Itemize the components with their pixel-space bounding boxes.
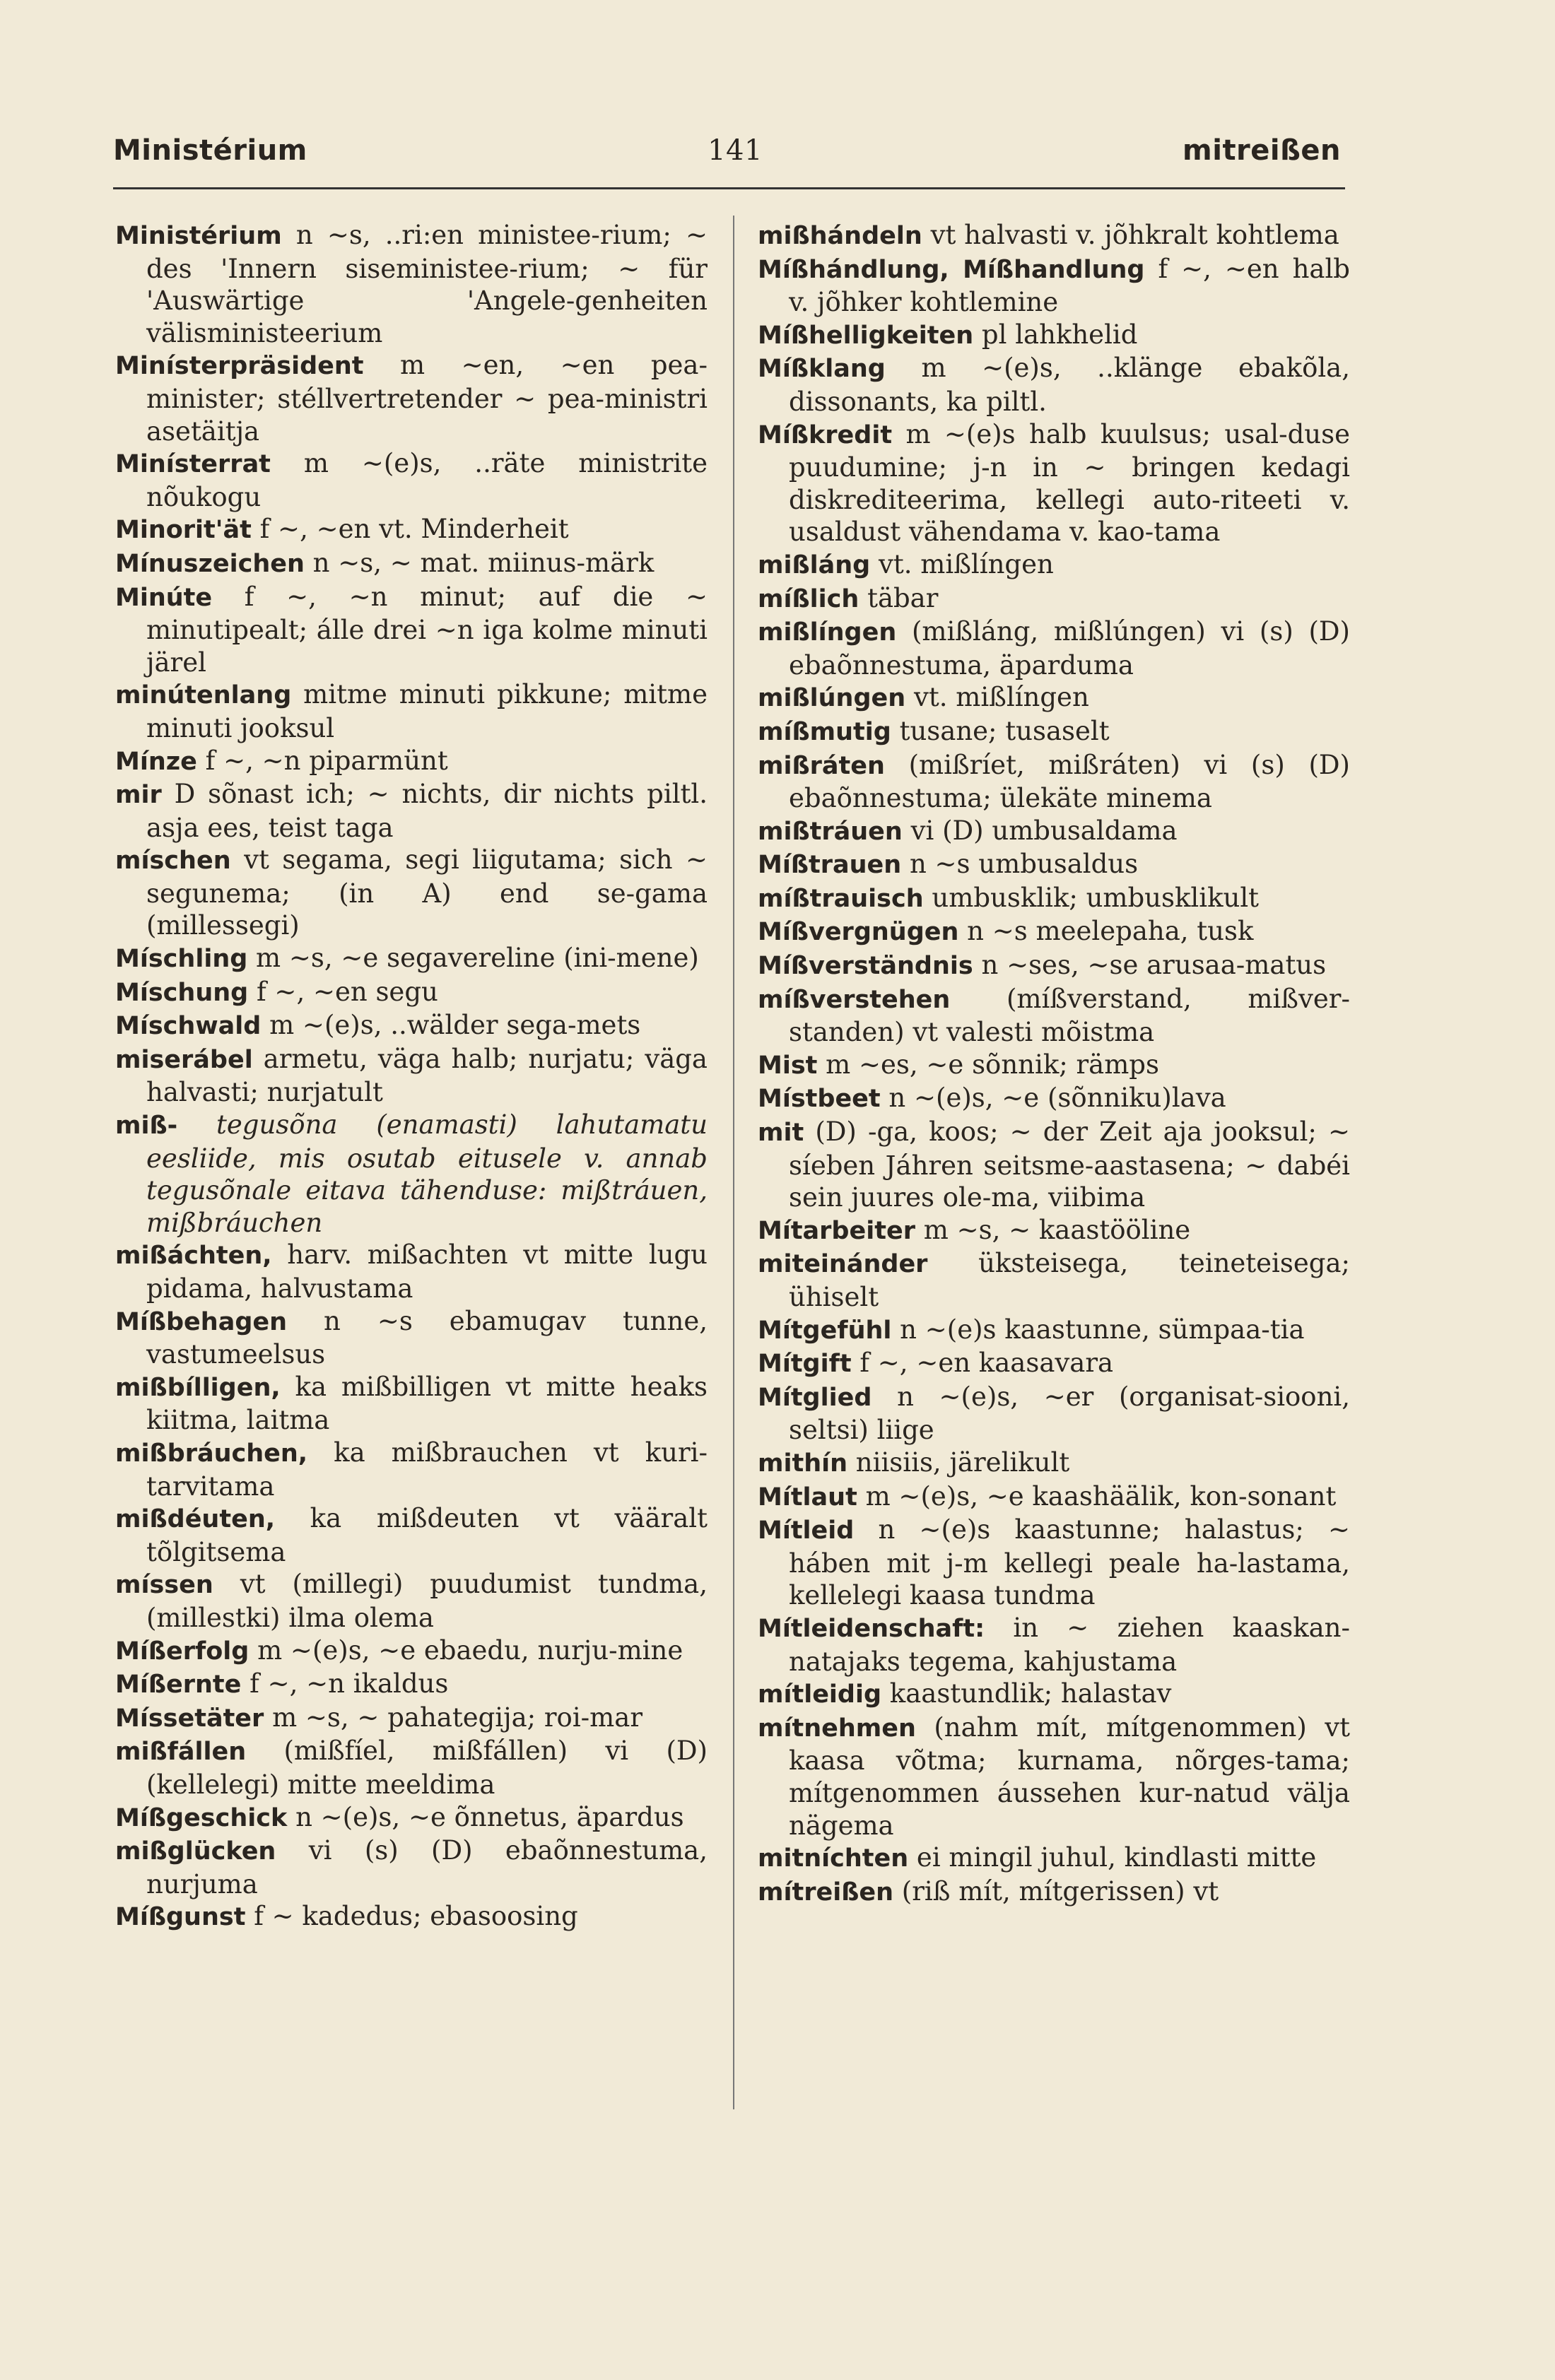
headword: Místbeet <box>758 1085 881 1114</box>
headword: Míßgunst <box>115 1903 246 1932</box>
dictionary-entry <box>115 976 708 1010</box>
page-number: 141 <box>708 134 763 167</box>
entry-body: m ~(e)s, ~e kaashäälik, kon-sonant <box>857 1480 1337 1512</box>
dictionary-entry <box>115 1437 708 1502</box>
headword: miserábel <box>115 1045 253 1074</box>
headword: Míßgeschick <box>115 1803 288 1832</box>
entry-body: n ~s ebamugav tunne, vastumeelsus <box>146 1305 708 1370</box>
dictionary-entry <box>758 548 1350 582</box>
headword: míßlich <box>758 584 859 613</box>
entry-body: mitme minuti pikkune; mitme minuti jooksul <box>146 679 708 743</box>
dictionary-entry <box>758 815 1350 849</box>
headword: mir <box>115 781 162 810</box>
dictionary-entry <box>758 1875 1350 1909</box>
dictionary-entry <box>115 1371 708 1437</box>
dictionary-entry <box>758 1082 1350 1116</box>
headword: Mítgefühl <box>758 1316 892 1345</box>
headword: Míßkredit <box>758 420 893 449</box>
headword: Míßverständnis <box>758 952 973 981</box>
dictionary-entry <box>758 219 1350 253</box>
entry-body: vt (millegi) puudumist tundma, (millestki) ilma olema <box>146 1569 708 1633</box>
entry-body: m ~s, ~ pahategija; roi-mar <box>264 1702 642 1733</box>
right-column <box>758 219 1350 1909</box>
headword: mißbílligen, <box>115 1373 281 1402</box>
entry-body: n ~s, ~ mat. miinus-märk <box>304 547 655 578</box>
dictionary-entry <box>758 1678 1350 1712</box>
headword: Minísterpräsident <box>115 352 364 381</box>
dictionary-entry <box>115 1834 708 1900</box>
dictionary-entry <box>115 1568 708 1634</box>
entry-body: n ~s umbusaldus <box>901 849 1139 880</box>
dictionary-entry <box>115 513 708 547</box>
headword: miteinánder <box>758 1250 928 1279</box>
entry-body: n ~s meelepaha, tusk <box>958 916 1254 947</box>
running-head-right: mitreißen <box>1183 134 1341 167</box>
entry-body: m ~(e)s, ..klänge ebakõla, dissonants, ka piltl. <box>789 353 1350 417</box>
headword: mißláng <box>758 550 871 579</box>
entry-body: f ~, ~en halb v. jõhker kohtlemine <box>789 253 1350 318</box>
running-head-left: Ministérium <box>113 134 307 167</box>
entry-body: in ~ ziehen kaaskan-natajaks tegema, kahjustama <box>789 1612 1350 1677</box>
dictionary-entry <box>758 418 1350 548</box>
headword: mißtráuen <box>758 817 903 846</box>
entry-body: m ~es, ~e sõnnik; rämps <box>817 1049 1159 1080</box>
dictionary-entry <box>115 942 708 976</box>
column-divider <box>733 216 734 2109</box>
headword: Míßvergnügen <box>758 918 959 947</box>
headword: míßverstehen <box>758 985 951 1014</box>
dictionary-entry <box>758 915 1350 949</box>
entry-body: m ~en, ~en pea-minister; stéllvertretender ~ pea-ministri asetäitja <box>146 350 708 447</box>
dictionary-entry <box>758 1049 1350 1083</box>
entry-body: tegusõna (enamasti) lahutamatu eesliide, mis osutab eitusele v. annab tegusõnale eitava tähenduse: mißtráuen, mißbráuchen <box>146 1109 708 1238</box>
dictionary-entry <box>758 882 1350 916</box>
headword: mitníchten <box>758 1844 909 1873</box>
headword: mit <box>758 1119 804 1148</box>
headword: Míßbehagen <box>115 1307 288 1336</box>
dictionary-entry <box>115 1668 708 1702</box>
entry-body: m ~(e)s, ..räte ministrite nõukogu <box>146 448 708 512</box>
headword: míschen <box>115 847 231 876</box>
entry-body: m ~(e)s, ~e ebaedu, nurju-mine <box>249 1634 683 1666</box>
entry-body: f ~, ~n piparmünt <box>196 745 448 776</box>
dictionary-entry <box>758 1214 1350 1248</box>
dictionary-entry <box>115 1109 708 1239</box>
entry-body: (mißríet, mißráten) vi (s) (D) ebaõnnestuma; ülekäte minema <box>789 749 1350 814</box>
dictionary-entry <box>115 581 708 679</box>
entry-body: D sõnast ich; ~ nichts, dir nichts piltl. asja ees, teist taga <box>146 779 708 843</box>
headword: mißbráuchen, <box>115 1439 308 1468</box>
entry-body: niisiis, järelikult <box>847 1447 1070 1478</box>
dictionary-entry <box>758 715 1350 749</box>
entry-body: f ~, ~en vt. Minderheit <box>251 514 569 545</box>
dictionary-entry <box>758 1842 1350 1875</box>
dictionary-entry <box>758 1314 1350 1348</box>
headword: minútenlang <box>115 681 292 710</box>
dictionary-entry <box>115 1239 708 1304</box>
dictionary-entry <box>758 253 1350 319</box>
dictionary-entry <box>758 1247 1350 1313</box>
dictionary-entry <box>758 848 1350 882</box>
dictionary-entry <box>758 1116 1350 1214</box>
dictionary-entry <box>758 749 1350 815</box>
entry-body: kaastundlik; halastav <box>881 1678 1172 1709</box>
dictionary-entry <box>115 349 708 447</box>
headword: Mítleid <box>758 1516 855 1545</box>
headword: Ministérium <box>115 222 282 250</box>
headword: Míßtrauen <box>758 851 902 880</box>
entry-body: ka mißbilligen vt mitte heaks kiitma, laitma <box>146 1371 708 1436</box>
entry-body: pl lahkhelid <box>973 319 1138 350</box>
dictionary-entry <box>758 1480 1350 1514</box>
entry-body: n ~(e)s kaastunne; halastus; ~ háben mit j-m kellegi peale ha-lastama, kellelegi kaasa tundma <box>789 1514 1350 1611</box>
dictionary-entry <box>115 1305 708 1371</box>
entry-body: f ~, ~n minut; auf die ~ minutipealt; álle drei ~n iga kolme minuti järel <box>146 581 708 678</box>
headword: miß- <box>115 1112 178 1141</box>
dictionary-entry <box>758 681 1350 715</box>
entry-body: (mißfíel, mißfállen) vi (D) (kellelegi) mitte meeldima <box>146 1736 708 1800</box>
headword: mißglücken <box>115 1837 276 1866</box>
headword: mißhándeln <box>758 222 922 250</box>
dictionary-entry <box>758 949 1350 983</box>
headword: Míßerfolg <box>115 1637 250 1666</box>
entry-body: vt segama, segi liigutama; sich ~ segunema; (in A) end se-gama (millessegi) <box>146 844 708 941</box>
headword: Míßernte <box>115 1671 242 1699</box>
entry-body: (D) -ga, koos; ~ der Zeit aja jooksul; ~ síeben Jáhren seitsme-aastasena; ~ dabéi sein juures ole-ma, viibima <box>789 1117 1350 1213</box>
entry-body: ka mißdeuten vt vääralt tõlgitsema <box>146 1503 708 1567</box>
entry-body: ka mißbrauchen vt kuri-tarvitama <box>146 1437 708 1502</box>
entry-body: vt halvasti v. jõhkralt kohtlema <box>922 220 1339 250</box>
headword: Míssetäter <box>115 1704 264 1733</box>
header-rule <box>113 187 1345 189</box>
entry-body: m ~(e)s, ..wälder sega-mets <box>261 1010 641 1041</box>
entry-body: f ~, ~en segu <box>248 976 438 1007</box>
dictionary-entry <box>758 582 1350 616</box>
dictionary-entry <box>115 219 708 349</box>
dictionary-entry <box>758 319 1350 353</box>
entry-body: m ~s, ~e segavereline (ini-mene) <box>247 943 699 974</box>
dictionary-entry <box>115 1634 708 1668</box>
dictionary-entry <box>758 615 1350 681</box>
entry-body: üksteisega, teineteisega; ühiselt <box>789 1248 1350 1312</box>
headword: míssen <box>115 1571 213 1600</box>
headword: míßtrauisch <box>758 884 924 913</box>
dictionary-entry <box>115 778 708 844</box>
headword: mißfállen <box>115 1738 247 1767</box>
headword: mítleidig <box>758 1680 882 1709</box>
headword: Mítgift <box>758 1350 852 1379</box>
dictionary-entry <box>758 1347 1350 1381</box>
entry-body: armetu, väga halb; nurjatu; väga halvasti; nurjatult <box>146 1043 708 1108</box>
entry-body: f ~, ~n ikaldus <box>241 1668 449 1699</box>
headword: mißáchten, <box>115 1242 272 1271</box>
headword: Minísterrat <box>115 450 271 479</box>
dictionary-entry <box>115 547 708 581</box>
dictionary-entry <box>758 1514 1350 1612</box>
headword: Minúte <box>115 583 213 612</box>
dictionary-entry <box>758 1612 1350 1678</box>
dictionary-entry <box>115 678 708 744</box>
headword: Mist <box>758 1051 818 1080</box>
entry-body: täbar <box>859 582 939 613</box>
headword: Mítglied <box>758 1383 872 1412</box>
dictionary-entry <box>758 1381 1350 1447</box>
headword: Míschung <box>115 978 249 1007</box>
headword: mithín <box>758 1449 848 1478</box>
entry-body: f ~ kadedus; ebasoosing <box>245 1901 578 1932</box>
headword: míßmutig <box>758 717 891 746</box>
dictionary-entry <box>115 1900 708 1934</box>
headword: Míschwald <box>115 1012 262 1041</box>
headword: Míschling <box>115 945 248 974</box>
entry-body: (míßverstand, mißver-standen) vt valesti mõistma <box>789 983 1350 1048</box>
dictionary-entry <box>758 352 1350 418</box>
dictionary-entry <box>115 1502 708 1568</box>
headword: mißlúngen <box>758 684 906 713</box>
headword: mißdéuten, <box>115 1505 276 1534</box>
entry-body: n ~ses, ~se arusaa-matus <box>973 950 1327 981</box>
headword: Míßhándlung, Míßhandlung <box>758 255 1145 284</box>
entry-body: n ~(e)s kaastunne, sümpaa-tia <box>891 1314 1305 1345</box>
dictionary-entry <box>115 1801 708 1835</box>
dictionary-entry <box>115 745 708 779</box>
entry-body: vi (D) umbusaldama <box>902 815 1178 846</box>
entry-body: n ~(e)s, ~er (organisat-siooni, seltsi) liige <box>789 1381 1350 1446</box>
entry-body: m ~(e)s halb kuulsus; usal-duse puudumine; j-n in ~ bringen kedagi diskrediteerima, kellegi auto-riteeti v. usaldust vähendama v. kao-tama <box>789 418 1350 548</box>
dictionary-entry <box>758 1712 1350 1842</box>
headword: mißlíngen <box>758 618 897 647</box>
entry-body: ei mingil juhul, kindlasti mitte <box>908 1842 1317 1873</box>
entry-body: umbusklik; umbusklikult <box>923 882 1260 913</box>
entry-body: vt. mißlíngen <box>905 682 1089 713</box>
entry-body: n ~(e)s, ~e (sõnniku)lava <box>880 1083 1226 1114</box>
entry-body: vt. mißlíngen <box>870 548 1054 579</box>
entry-body: m ~s, ~ kaastööline <box>915 1214 1191 1245</box>
entry-body: (nahm mít, mítgenommen) vt kaasa võtma; kurnama, nõrges-tama; mítgenommen áussehen kur-natud välja nägema <box>789 1712 1350 1841</box>
headword: Mítlaut <box>758 1483 857 1512</box>
entry-body: n ~(e)s, ~e õnnetus, äpardus <box>287 1801 684 1832</box>
headword: Mítleidenschaft: <box>758 1614 985 1643</box>
headword: Mítarbeiter <box>758 1216 915 1245</box>
headword: mítreißen <box>758 1878 894 1907</box>
entry-body: vi (s) (D) ebaõnnestuma, nurjuma <box>146 1835 708 1899</box>
headword: Minorit'ät <box>115 516 252 545</box>
headword: Míßklang <box>758 355 886 384</box>
dictionary-entry <box>115 1043 708 1109</box>
dictionary-entry <box>115 1735 708 1801</box>
dictionary-entry <box>115 844 708 942</box>
headword: Mínze <box>115 747 197 776</box>
dictionary-entry <box>758 1447 1350 1480</box>
headword: mítnehmen <box>758 1714 916 1743</box>
dictionary-entry <box>115 1009 708 1043</box>
headword: Míßhelligkeiten <box>758 321 974 350</box>
headword: mißráten <box>758 751 885 780</box>
headword: Mínuszeichen <box>115 549 305 578</box>
entry-body: (mißláng, mißlúngen) vi (s) (D) ebaõnnestuma, äparduma <box>789 616 1350 681</box>
entry-body: harv. mißachten vt mitte lugu pidama, halvustama <box>146 1239 708 1304</box>
dictionary-entry <box>115 1702 708 1736</box>
dictionary-entry <box>115 447 708 513</box>
entry-body: n ~s, ..ri:en ministee-rium; ~ des 'Innern siseministee-rium; ~ für 'Auswärtige 'Angele-genheiten välisministeerium <box>146 220 708 348</box>
left-column <box>115 219 708 1934</box>
entry-body: f ~, ~en kaasavara <box>851 1348 1114 1379</box>
dictionary-entry <box>758 983 1350 1049</box>
entry-body: tusane; tusaselt <box>891 715 1110 746</box>
entry-body: (riß mít, mítgerissen) vt <box>893 1875 1219 1907</box>
